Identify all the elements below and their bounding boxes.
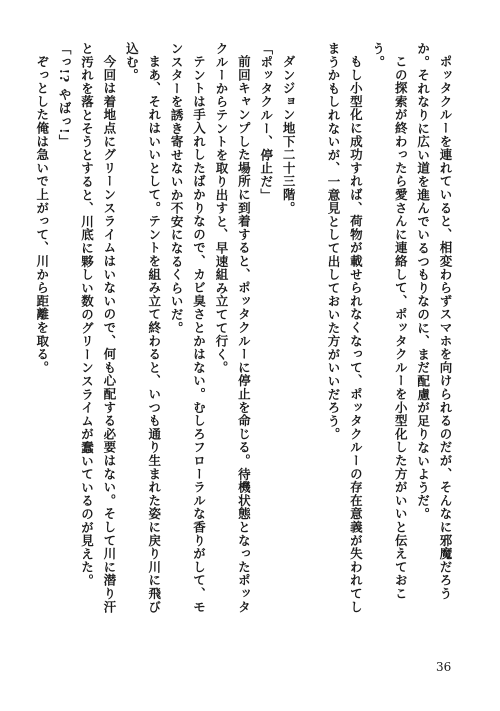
paragraph-3: もし小型化に成功すれば、荷物が載せられなくなって、ポッタクルーの存在意義が失われてしまうかもしれないが、一意見として出しておいた方がいいだろう。 (325, 42, 364, 614)
paragraph-8: 今回は着地点にグリーンスライムはいないので、何も心配する必要はない。そして川に潜り汗と汚れを落とそうとすると、川底に夥しい数のグリーンスライムが蠢いているのが見えた。 (79, 42, 117, 614)
paragraph-2: この探索が終わったら愛さんに連絡して、ポッタクルーを小型化した方がいいと伝えておこう。 (370, 42, 409, 600)
paragraph-7: まあ、それはいいとして。テントを組み立て終わると、いつも通り生まれた姿に戻り川に飛び込む。 (124, 42, 162, 614)
dialogue-2: 「っ!? やばっ!」 (57, 42, 73, 148)
dialogue-1: 「ポッタクルー、停止だ」 (258, 42, 274, 202)
paragraph-1: ポッタクルーを連れていると、相変わらずスマホを向けられるのだが、そんなに邪魔だろうか。それなりに広い道を進んでいるつもりなのに、まだ配慮が足りないようだ。 (415, 42, 453, 600)
page-number: 36 (436, 660, 452, 674)
paragraph-4: ダンジョン地下二十三階。 (281, 54, 297, 215)
vertical-text-body (34, 42, 456, 622)
paragraph-9: ぞっとした俺は急いで上がって、川から距離を取る。 (34, 54, 50, 374)
paragraph-6: テントは手入れしたばかりなので、カビ臭さとかはない。むしろフローラルな香りがして、モンスターを誘き寄せないか不安になるくらいだ。 (169, 42, 207, 614)
paragraph-5: 前回キャンプした場所に到着すると、ポッタクルーに停止を命じる。待機状態となったポッタクルーからテントを取り出すと、早速組み立てて行く。 (213, 42, 252, 614)
